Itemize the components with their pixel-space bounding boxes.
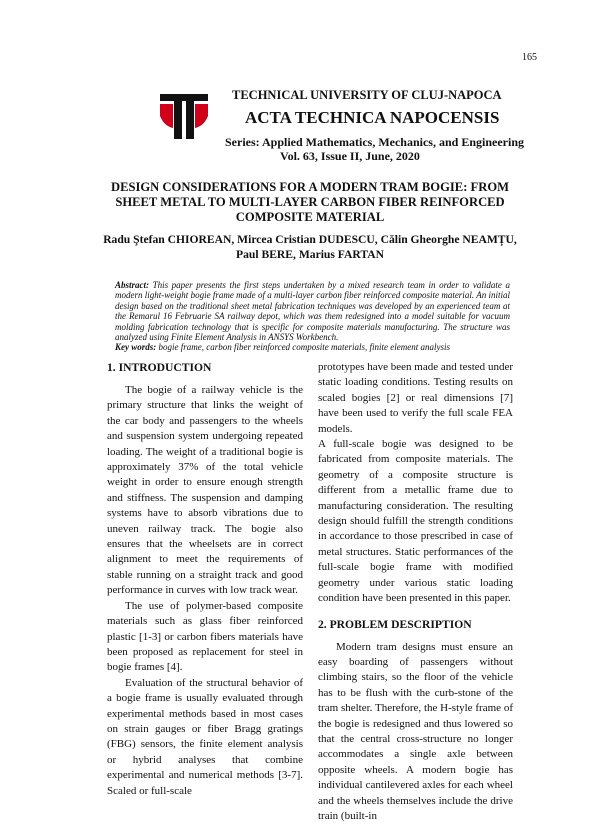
author-list — [100, 232, 520, 262]
keywords-text: bogie frame, carbon fiber reinforced composite materials, finite element analysis — [156, 342, 450, 352]
page-number: 165 — [522, 52, 537, 63]
journal-volume: Vol. 63, Issue II, June, 2020 — [280, 149, 420, 164]
section-heading-introduction: 1. INTRODUCTION — [107, 360, 303, 375]
paragraph: Modern tram designs must ensure an easy boarding of passengers without climbing stairs, so the floor of the vehicle has to be flush with the curb-stone of the tram shelter. Therefore, the H-style frame of the bogie is redesigned and thus lowered so that the central cross-structure no longer accommodates a single axle between opposite wheels. A modern bogie has individual cantilevered axles for each wheel and the wheels themselves include the drive train (built-in — [318, 640, 513, 824]
paragraph: A full-scale bogie was designed to be fabricated from composite materials. The geometry of a composite structure is different from a metallic frame due to manufacturing consideration. The resulting design should fulfill the strength conditions in accordance to those prescribed in case of metal structures. Static performances of the full-scale bogie frame with modified geometry under various static loading condition have been presented in this paper. — [318, 437, 513, 606]
university-logo — [158, 88, 210, 140]
abstract — [115, 280, 510, 353]
paper-title: DESIGN CONSIDERATIONS FOR A MODERN TRAM BOGIE: FROM SHEET METAL TO MULTI-LAYER CARBON FIBER REINFORCED COMPOSITE MATERIAL — [100, 180, 520, 225]
paragraph-continuation: prototypes have been made and tested under static loading conditions. Testing results on scaled bogies [2] or real dimensions [7] have been used to verify the full scale FEA models. — [318, 360, 513, 437]
right-column — [318, 360, 513, 824]
journal-series: Series: Applied Mathematics, Mechanics, and Engineering — [225, 135, 524, 150]
journal-name: ACTA TECHNICA NAPOCENSIS — [245, 108, 499, 128]
section-heading-problem-description: 2. PROBLEM DESCRIPTION — [318, 617, 513, 632]
paragraph: The bogie of a railway vehicle is the primary structure that links the weight of the car body and passengers to the wheels and suspension system undergoing repeated loading. The weight of a traditional bogie is approximately 37% of the total vehicle weight in order to ensure enough strength and stiffness. The suspension and damping systems have to absorb vibrations due to uneven railway track. The bogie also ensures that the wheelsets are in correct alignment to meet the requirements of stable running on a straight track and good performance in curves with low track wear. — [107, 383, 303, 599]
abstract-text: This paper presents the first steps undertaken by a mixed research team in order to validate a modern light-weight bogie frame made of a multi-layer carbon fiber reinforced composite material. An initial design based on the traditional sheet metal fabrication techniques was developed by an experienced team at the Remarul 16 Februarie SA railway depot, which was them redesigned into a model suitable for vacuum molding fabrication technology that is specific for composite materials manufacturing. The structure was analyzed using Finite Element Analysis in ANSYS Workbench. — [115, 280, 510, 342]
authors-line-1: Radu Ştefan CHIOREAN, Mircea Cristian DUDESCU, Călin Gheorghe NEAMȚU, — [100, 232, 520, 247]
paragraph: Evaluation of the structural behavior of a bogie frame is usually evaluated through experimental methods based in most cases on strain gauges or fiber Bragg gratings (FBG) sensors, the finite element analysis or hybrid analyses that combine experimental and numerical methods [3-7]. Scaled or full-scale — [107, 676, 303, 799]
keywords-label: Key words: — [115, 342, 156, 352]
university-name: TECHNICAL UNIVERSITY OF CLUJ-NAPOCA — [232, 88, 502, 103]
paragraph: The use of polymer-based composite materials such as glass fiber reinforced plastic [1-3] or carbon fibers materials have been proposed as replacement for steel in bogie frames [4]. — [107, 599, 303, 676]
left-column — [107, 360, 303, 799]
abstract-label: Abstract: — [115, 280, 149, 290]
authors-line-2: Paul BERE, Marius FARTAN — [100, 247, 520, 262]
